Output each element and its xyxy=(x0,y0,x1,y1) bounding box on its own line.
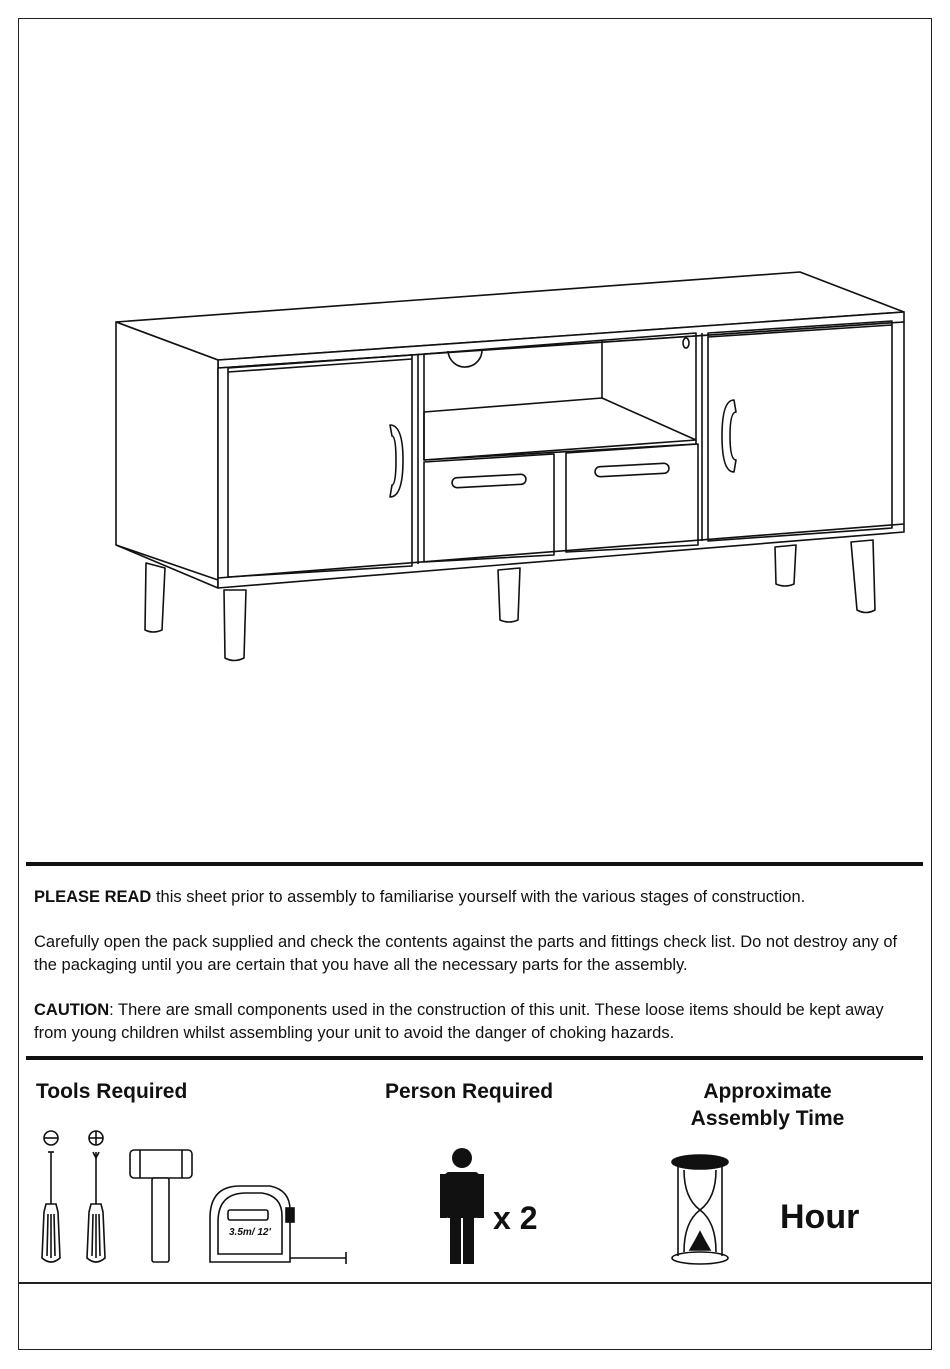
tape-measure-label: 3.5m/ 12' xyxy=(229,1227,271,1238)
section-divider-bottom xyxy=(26,1056,923,1060)
assembly-time-heading-line1: Approximate xyxy=(703,1080,832,1103)
tools-required-heading: Tools Required xyxy=(36,1080,188,1103)
caution-label: CAUTION xyxy=(34,1001,110,1019)
please-read-label: PLEASE READ xyxy=(34,888,152,906)
section-divider-top xyxy=(26,862,923,866)
tv-cabinet-illustration xyxy=(100,255,920,675)
caution-paragraph xyxy=(34,999,914,1045)
tools-illustration xyxy=(30,1125,360,1270)
please-read-paragraph xyxy=(34,886,914,909)
assembly-time-heading-line2: Assembly Time xyxy=(690,1107,845,1130)
phillips-screwdriver-icon xyxy=(87,1131,105,1262)
person-required-heading: Person Required xyxy=(385,1080,554,1103)
hourglass-icon xyxy=(664,1152,736,1267)
caution-text: : There are small components used in the construction of this unit. These loose items should be kept away from young children whilst assembling your unit to avoid the danger of choking hazards. xyxy=(34,1001,884,1042)
person-count: x 2 xyxy=(493,1200,538,1236)
assembly-time-heading xyxy=(660,1078,875,1132)
assembly-time-unit: Hour xyxy=(780,1198,860,1236)
person-icon xyxy=(430,1145,500,1270)
hammer-icon xyxy=(130,1150,192,1262)
please-read-text: this sheet prior to assembly to familiarise yourself with the various stages of construction. xyxy=(151,888,806,906)
flathead-screwdriver-icon xyxy=(42,1131,60,1262)
assembly-notes xyxy=(34,886,914,1067)
check-contents-paragraph: Carefully open the pack supplied and check the contents against the parts and fittings check list. Do not destroy any of the packaging until you are certain that you have all the necessary parts for the assembly. xyxy=(34,933,898,974)
tape-measure-icon xyxy=(210,1186,346,1264)
footer-divider xyxy=(18,1282,932,1284)
